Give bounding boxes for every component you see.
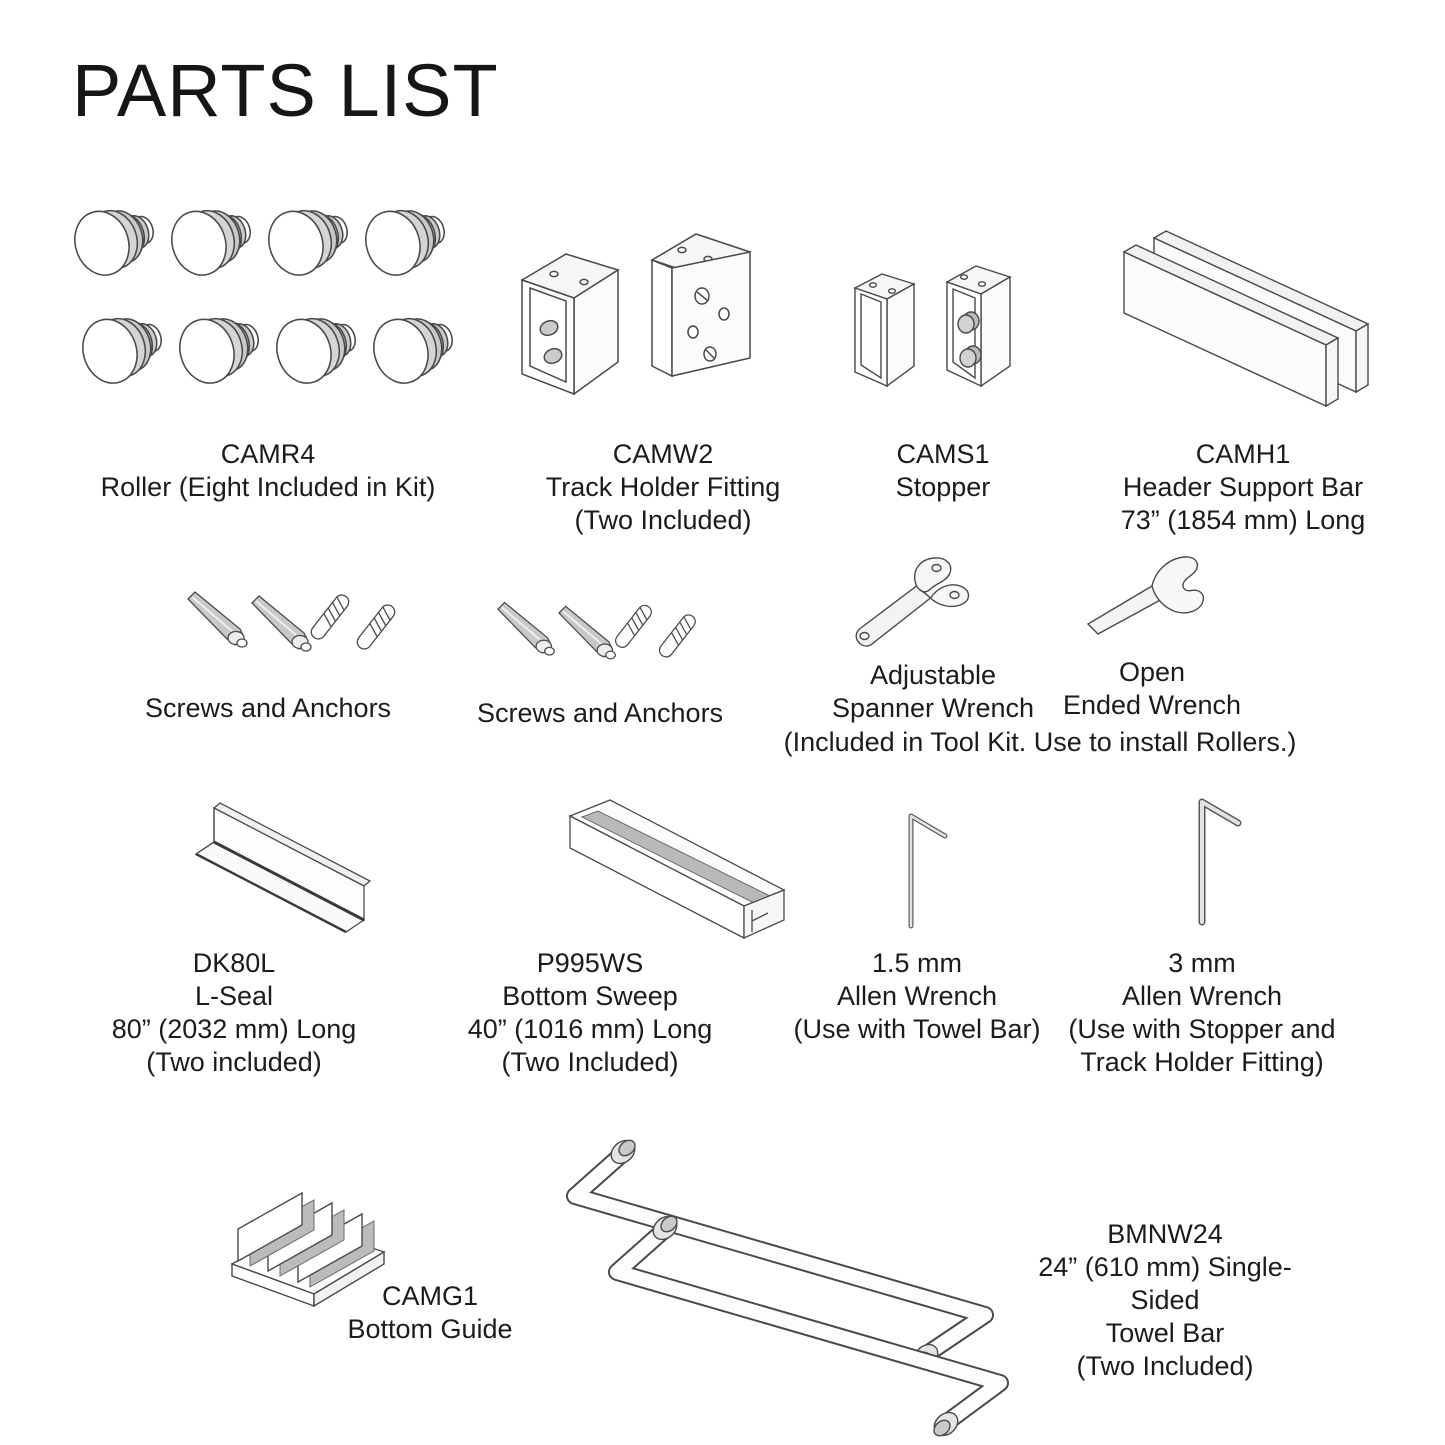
part-desc-line2: Towel Bar (1105, 1318, 1225, 1348)
part-label-camw2 (498, 438, 828, 537)
part-use: (Use with Towel Bar) (793, 1014, 1041, 1044)
part-size: 1.5 mm (871, 948, 963, 978)
part-desc-line1: 24” (610 mm) Single-Sided (1038, 1252, 1292, 1315)
allen-wrench-illustration (901, 804, 951, 932)
roller-illustration (66, 190, 456, 402)
stopper-illustration (852, 258, 1017, 393)
part-desc: Track Holder Fitting (545, 472, 781, 502)
part-code: DK80L (192, 948, 276, 978)
part-label-camr4 (38, 438, 498, 504)
part-label-screws-right (420, 697, 780, 730)
screws-and-anchors-illustration (186, 585, 406, 665)
bottom-sweep-illustration (556, 792, 801, 950)
part-qty: (Two Included) (501, 1047, 679, 1077)
part-size: 73” (1854 mm) Long (1120, 505, 1366, 535)
part-code: CAMH1 (1195, 439, 1291, 469)
part-label-camg1 (335, 1280, 525, 1346)
part-qty: (Two included) (146, 1047, 322, 1077)
part-desc: Header Support Bar (1122, 472, 1364, 502)
part-size: 80” (2032 mm) Long (111, 1014, 357, 1044)
part-qty: (Two Included) (1076, 1351, 1254, 1381)
page-title: PARTS LIST (72, 49, 499, 132)
part-desc: Stopper (895, 472, 991, 502)
part-desc-line1: Adjustable (869, 660, 997, 690)
part-desc: Roller (Eight Included in Kit) (100, 472, 436, 502)
part-code: CAMS1 (896, 439, 990, 469)
part-desc: Allen Wrench (1121, 981, 1283, 1011)
open-ended-wrench-illustration (1086, 552, 1236, 640)
part-label-dk80l (64, 947, 404, 1079)
part-use-line2: Track Holder Fitting) (1080, 1047, 1324, 1077)
towel-bar-illustration (545, 1090, 1025, 1440)
part-desc: L-Seal (194, 981, 274, 1011)
wrench-note: (Included in Tool Kit. Use to install Rollers.) (783, 727, 1297, 757)
part-label-open-wrench (1012, 656, 1292, 722)
part-label-camh1 (1078, 438, 1408, 537)
part-desc: Screws and Anchors (476, 698, 724, 728)
screws-and-anchors-illustration (496, 595, 706, 673)
part-desc-line1: Open (1118, 657, 1186, 687)
part-label-allen-15 (775, 947, 1059, 1046)
part-code: CAMG1 (381, 1281, 479, 1311)
part-desc: Screws and Anchors (144, 693, 392, 723)
part-desc: Allen Wrench (836, 981, 998, 1011)
header-support-bar-illustration (1122, 224, 1372, 416)
part-desc: Bottom Sweep (502, 981, 678, 1011)
adjustable-spanner-wrench-illustration (830, 556, 995, 654)
part-desc-line2: Ended Wrench (1062, 690, 1242, 720)
part-code: P995WS (536, 948, 644, 978)
track-holder-fitting-illustration (518, 226, 758, 406)
part-use-line1: (Use with Stopper and (1068, 1014, 1336, 1044)
part-code: CAMR4 (220, 439, 316, 469)
l-seal-illustration (190, 798, 385, 936)
part-label-p995ws (420, 947, 760, 1079)
part-label-allen-3 (1032, 947, 1372, 1079)
part-code: BMNW24 (1107, 1219, 1223, 1249)
part-label-cams1 (853, 438, 1033, 504)
part-desc: Bottom Guide (347, 1314, 513, 1344)
part-size: 40” (1016 mm) Long (467, 1014, 713, 1044)
part-label-bmnw24 (1005, 1218, 1325, 1383)
allen-wrench-illustration (1190, 790, 1246, 928)
part-qty: (Two Included) (574, 505, 752, 535)
part-size: 3 mm (1168, 948, 1236, 978)
part-desc-line2: Spanner Wrench (831, 693, 1035, 723)
part-code: CAMW2 (612, 439, 714, 469)
part-label-screws-left (88, 692, 448, 725)
